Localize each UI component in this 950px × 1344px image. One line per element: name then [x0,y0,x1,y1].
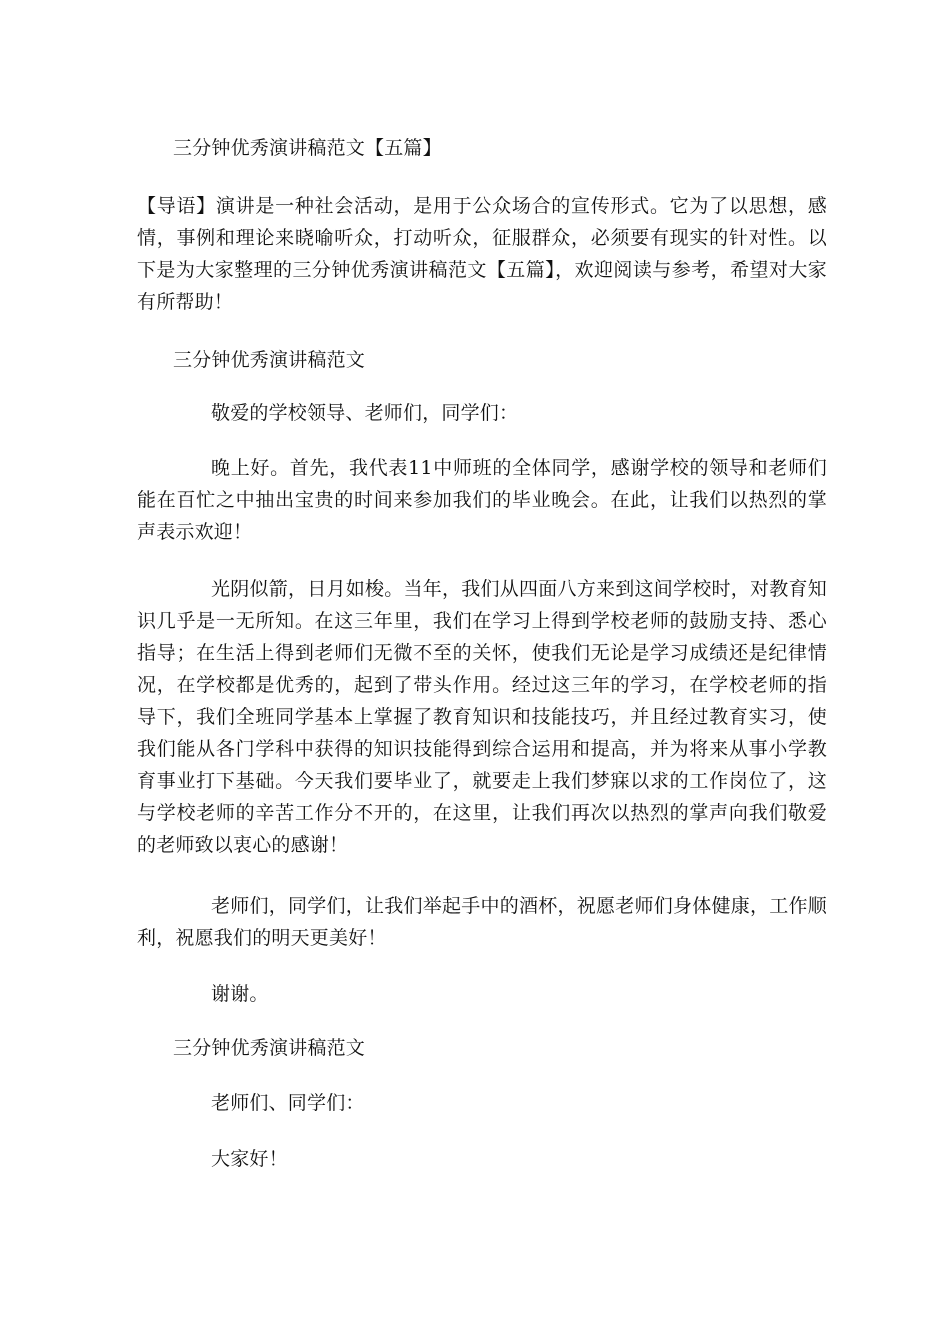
section-1-closing: 谢谢。 [211,983,269,1005]
section-2-opening: 大家好！ [211,1148,288,1170]
section-1-paragraph-2: 光阴似箭，日月如梭。当年，我们从四面八方来到这间学校时，对教育知识几乎是一无所知。在这三年里，我们在学习上得到学校老师的鼓励支持、悉心指导；在生活上得到老师们无微不至的关怀，使我们无论是学习成绩还是纪律情况，在学校都是优秀的，起到了带头作用。经过这三年的学习，在学校老师的指导下，我们全班同学基本上掌握了教育知识和技能技巧，并且经过教育实习，使我们能从各门学科中获得的知识技能得到综合运用和提高，并为将来从事小学教育事业打下基础。今天我们要毕业了，就要走上我们梦寐以求的工作岗位了，这与学校老师的辛苦工作分不开的，在这里，让我们再次以热烈的掌声向我们敬爱的老师致以衷心的感谢！ [137,578,827,856]
section-1-paragraph-1: 晚上好。首先，我代表11中师班的全体同学，感谢学校的领导和老师们能在百忙之中抽出宝贵的时间来参加我们的毕业晚会。在此，让我们以热烈的掌声表示欢迎！ [137,457,827,543]
intro-paragraph: 【导语】演讲是一种社会活动，是用于公众场合的宣传形式。它为了以思想，感情，事例和理论来晓喻听众，打动听众，征服群众，必须要有现实的针对性。以下是为大家整理的三分钟优秀演讲稿范文【五篇】，欢迎阅读与参考，希望对大家有所帮助！ [137,195,827,313]
section-2-salutation: 老师们、同学们： [211,1092,365,1114]
section-1-heading: 三分钟优秀演讲稿范文 [173,349,366,371]
section-1-paragraph-3: 老师们，同学们，让我们举起手中的酒杯，祝愿老师们身体健康，工作顺利，祝愿我们的明天更美好！ [137,895,827,949]
section-1-salutation: 敬爱的学校领导、老师们，同学们： [211,402,519,424]
document-title: 三分钟优秀演讲稿范文【五篇】 [173,137,442,159]
section-2-heading: 三分钟优秀演讲稿范文 [173,1037,366,1059]
